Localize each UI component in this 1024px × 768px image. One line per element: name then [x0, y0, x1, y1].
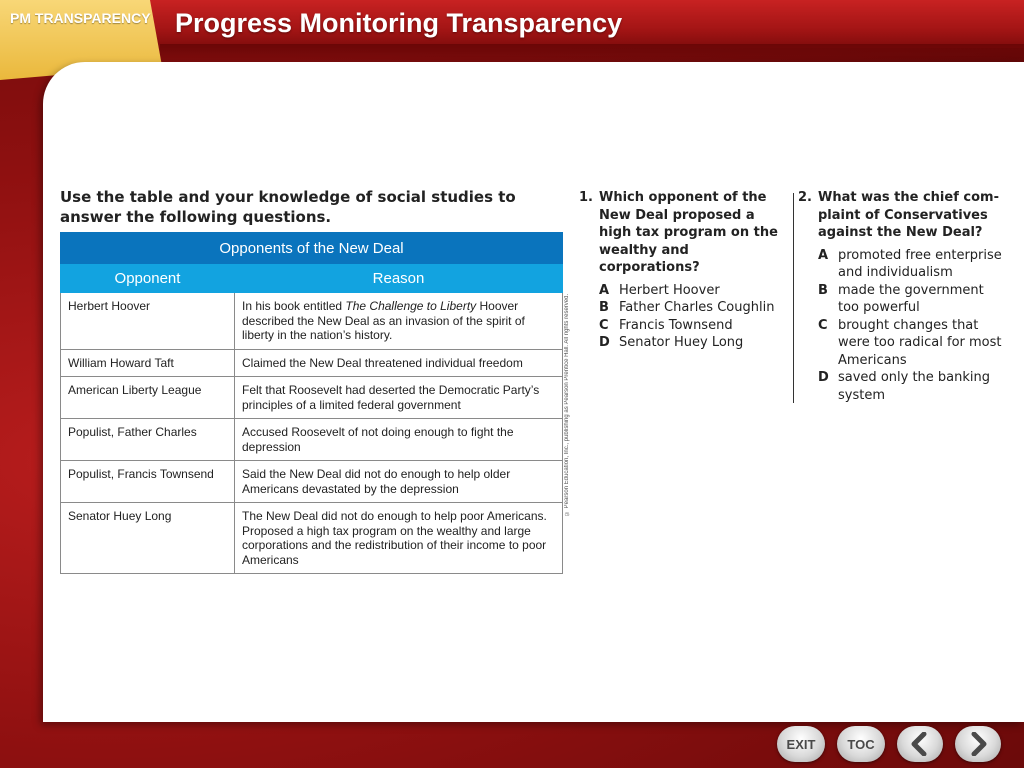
- table-row: [61, 349, 563, 377]
- question-divider: [793, 193, 794, 403]
- previous-button[interactable]: [897, 726, 943, 762]
- table-row: [61, 461, 563, 503]
- chevron-right-icon: [967, 732, 989, 756]
- question-stem: [798, 189, 1008, 242]
- question-stem: [579, 189, 789, 277]
- column-header-reason: Reason: [235, 264, 563, 293]
- question-number: 1.: [579, 190, 593, 205]
- reason-cell: Said the New Deal did not do enough to help older Americans devastated by the depression: [235, 461, 563, 503]
- option-letter: A: [818, 247, 829, 263]
- column-header-opponent: Opponent: [61, 264, 235, 293]
- answer-option: [579, 317, 789, 335]
- option-letter: B: [599, 300, 609, 315]
- opponent-cell: Populist, Francis Townsend: [61, 461, 235, 503]
- opponent-cell: American Liberty League: [61, 377, 235, 419]
- table-row: [61, 293, 563, 350]
- question-number: 2.: [798, 190, 812, 205]
- option-letter: A: [599, 282, 610, 298]
- option-text: Senator Huey Long: [619, 335, 744, 350]
- reason-text: In his book entitled: [242, 299, 346, 313]
- option-text: promoted free enterprise and individualism: [838, 247, 1002, 280]
- next-button[interactable]: [955, 726, 1001, 762]
- opponent-cell: William Howard Taft: [61, 349, 235, 377]
- question-1: [579, 189, 789, 352]
- answer-option: [798, 369, 1008, 404]
- reason-cell: Felt that Roosevelt had deserted the Democratic Party’s principles of a limited federal government: [235, 377, 563, 419]
- reason-cell: Accused Roosevelt of not doing enough to fight the depression: [235, 419, 563, 461]
- opponent-cell: Herbert Hoover: [61, 293, 235, 350]
- answer-option: [798, 282, 1008, 317]
- option-letter: C: [599, 317, 609, 333]
- table-row: [61, 419, 563, 461]
- reason-cell: The New Deal did not do enough to help poor Americans. Proposed a high tax program on the wealthy and large corporations and the redistribution of their income to poor Americans: [235, 503, 563, 574]
- opponent-cell: Populist, Father Charles: [61, 419, 235, 461]
- option-text: made the government too powerful: [838, 282, 984, 315]
- table-row: [61, 377, 563, 419]
- answer-option: [579, 299, 789, 317]
- table-row: [61, 503, 563, 574]
- answer-option: [798, 317, 1008, 370]
- option-text: Father Charles Coughlin: [619, 300, 775, 315]
- option-text: brought changes that were too radical for most Americans: [838, 317, 1002, 368]
- title-bar-shadow: [160, 44, 1024, 62]
- opponents-table: [60, 232, 563, 574]
- reason-cell: Claimed the New Deal threatened individual freedom: [235, 349, 563, 377]
- option-letter: B: [818, 282, 828, 298]
- answer-option: [579, 282, 789, 300]
- opponent-cell: Senator Huey Long: [61, 503, 235, 574]
- page-title: Progress Monitoring Transparency: [175, 8, 623, 38]
- question-2: [798, 189, 1008, 404]
- table-caption: Opponents of the New Deal: [61, 233, 563, 264]
- toc-button[interactable]: TOC: [837, 726, 885, 762]
- book-title: The Challenge to Liberty: [345, 299, 477, 313]
- reason-text: Hoover described the New Deal as an invasion of the spirit of liberty in the nation’s history.: [242, 299, 525, 342]
- option-text: saved only the banking system: [838, 370, 991, 403]
- chevron-left-icon: [909, 732, 931, 756]
- question-text: What was the chief com-plaint of Conservatives against the New Deal?: [818, 190, 999, 240]
- answer-option: [579, 334, 789, 352]
- option-letter: C: [818, 317, 828, 333]
- option-letter: D: [818, 370, 829, 385]
- exit-button[interactable]: EXIT: [777, 726, 825, 762]
- instruction-text: Use the table and your knowledge of social studies to answer the following questions.: [60, 188, 516, 226]
- question-text: Which opponent of the New Deal proposed a high tax program on the wealthy and corporations?: [599, 190, 778, 275]
- copyright-notice: © Pearson Education, Inc., publishing as Pearson Prentice Hall. All rights reserved.: [564, 293, 570, 516]
- option-text: Francis Townsend: [619, 317, 733, 333]
- answer-option: [798, 247, 1008, 282]
- option-letter: D: [599, 335, 610, 350]
- reason-cell: [235, 293, 563, 350]
- option-text: Herbert Hoover: [619, 282, 720, 298]
- tab-label: PM TRANSPARENCY: [10, 10, 151, 26]
